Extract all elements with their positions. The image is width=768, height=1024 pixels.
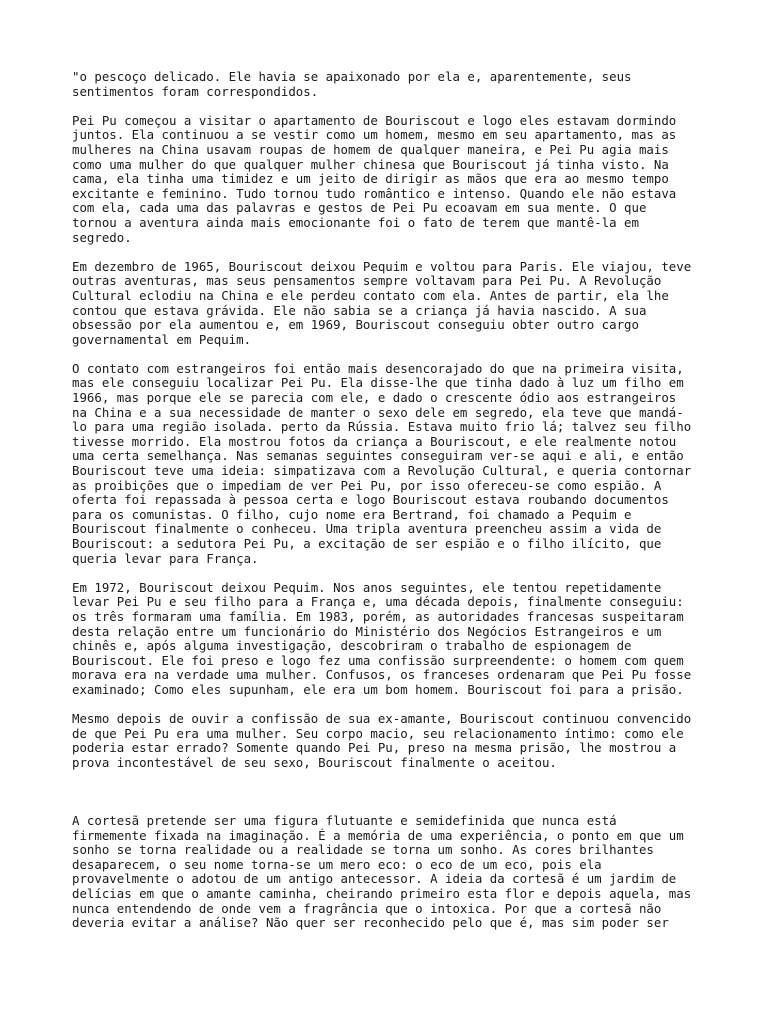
paragraph-6: Mesmo depois de ouvir a confissão de sua ex-amante, Bouriscout continuou convencido de que Pei Pu era uma mulher. Seu corpo macio, seu relacionamento íntimo: como ele poderia estar errado? Somente quando Pei Pu, preso na mesma prisão, lhe mostrou a prova incontestável de seu sexo, Bouriscout finalmente o aceitou. bbox=[72, 711, 692, 770]
paragraph-5: Em 1972, Bouriscout deixou Pequim. Nos anos seguintes, ele tentou repetidamente levar Pei Pu e seu filho para a França e, uma década depois, finalmente conseguiu: os três formaram uma família. Em 1983, porém, as autoridades francesas suspeitaram desta relação entre um funcionário do Ministério dos Negócios Estrangeiros e um chinês e, após alguma investigação, descobriram o trabalho de espionagem de Bouriscout. Ele foi preso e logo fez uma confissão surpreendente: o homem com quem morava era na verdade uma mulher. Confusos, os franceses ordenaram que Pei Pu fosse examinado; Como eles supunham, ele era um bom homem. Bouriscout foi para a prisão. bbox=[72, 579, 692, 697]
paragraph-2: Pei Pu começou a visitar o apartamento de Bouriscout e logo eles estavam dormindo juntos. Ela continuou a se vestir como um homem, mesmo em seu apartamento, mas as mulheres na China usavam roupas de homem de qualquer maneira, e Pei Pu agia mais como uma mulher do que qualquer mulher chinesa que Bouriscout já tinha visto. Na cama, ela tinha uma timidez e um jeito de dirigir as mãos que era ao mesmo tempo excitante e feminino. Tudo tornou tudo romântico e intenso. Quando ele não estava com ela, cada uma das palavras e gestos de Pei Pu ecoavam em sua mente. O que tornou a aventura ainda mais emocionante foi o fato de terem que mantê-la em segredo. bbox=[72, 112, 677, 245]
document-page bbox=[72, 70, 712, 945]
paragraph-3: Em dezembro de 1965, Bouriscout deixou Pequim e voltou para Paris. Ele viajou, teve outras aventuras, mas seus pensamentos sempre voltavam para Pei Pu. A Revolução Cultural eclodiu na China e ele perdeu contato com ela. Antes de partir, ela lhe contou que estava grávida. Ele não sabia se a criança já havia nascido. A sua obsessão por ela aumentou e, em 1969, Bouriscout conseguiu obter outro cargo governamental em Pequim. bbox=[72, 258, 692, 347]
paragraph-1: "o pescoço delicado. Ele havia se apaixonado por ela e, aparentemente, seus sentimentos foram correspondidos. bbox=[72, 69, 632, 99]
section-gap bbox=[72, 785, 712, 814]
paragraph-7: A cortesã pretende ser uma figura flutuante e semidefinida que nunca está firmemente fixada na imaginação. É a memória de uma experiência, o ponto em que um sonho se torna realidade ou a realidade se torna um sonho. As cores brilhantes desaparecem, o seu nome torna-se um mero eco: o eco de um eco, pois ela provavelmente o adotou de um antigo antecessor. A ideia da cortesã é um jardim de delícias em que o amante caminha, cheirando primeiro esta flor e depois aquela, mas nunca entendendo de onde vem a fragrância que o intoxica. Por que a cortesã não deveria evitar a análise? Não quer ser reconhecido pelo que é, mas sim poder ser bbox=[72, 813, 692, 931]
paragraph-4: O contato com estrangeiros foi então mais desencorajado do que na primeira visita, mas ele conseguiu localizar Pei Pu. Ela disse-lhe que tinha dado à luz um filho em 1966, mas porque ele se parecia com ele, e dado o crescente ódio aos estrangeiros na China e a sua necessidade de manter o sexo dele em segredo, ela teve que mandá- lo para uma região isolada. perto da Rússia. Estava muito frio lá; talvez seu filho tivesse morrido. Ela mostrou fotos da criança a Bouriscout, e ele realmente notou uma certa semelhança. Nas semanas seguintes conseguiram ver-se aqui e ali, e então Bouriscout teve uma ideia: simpatizava com a Revolução Cultural, e queria contornar as proibições que o impediam de ver Pei Pu, por isso ofereceu-se como espião. A oferta foi repassada à pessoa certa e logo Bouriscout estava roubando documentos para os comunistas. O filho, cujo nome era Bertrand, foi chamado a Pequim e Bouriscout finalmente o conheceu. Uma tripla aventura preencheu assim a vida de Bouriscout: a sedutora Pei Pu, a excitação de ser espião e o filho ilícito, que queria levar para França. bbox=[72, 360, 692, 566]
